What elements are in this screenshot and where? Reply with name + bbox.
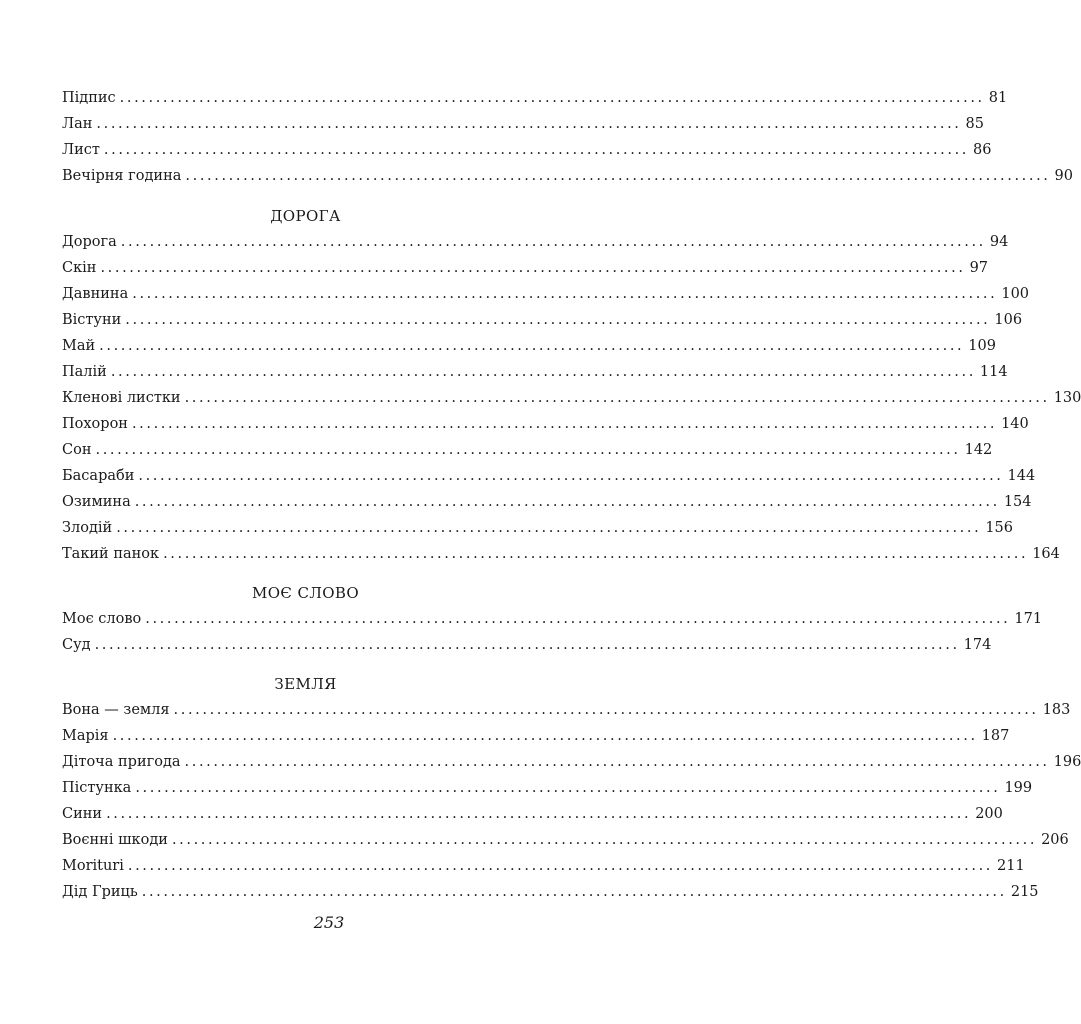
toc-section-zemlia [62,671,1081,905]
toc-entry [62,85,1008,111]
dot-leader: ........................................................................................................................ [184,754,1050,770]
toc-entry [62,775,1033,801]
toc-entry-title: Озимина [62,494,131,510]
dot-leader: ........................................................................................................................ [134,494,1000,510]
toc-entry [62,437,993,463]
toc-section-doroha [62,203,1081,567]
dot-leader: ........................................................................................................................ [185,168,1051,184]
toc-entry-page: 142 [964,442,993,458]
toc-entry-page: 140 [1001,416,1029,432]
toc-entry-title: Дорога [62,234,117,250]
toc-entry [62,723,1010,749]
dot-leader: ........................................................................................................................ [103,142,970,158]
dot-leader: ........................................................................................................................ [96,116,962,132]
toc-entry-page: 171 [1014,611,1043,627]
toc-entry [62,749,1081,775]
toc-entry-title: Моє слово [62,611,142,627]
dot-leader: ........................................................................................................................ [138,468,1004,484]
toc-entry-title: Похорон [62,416,128,432]
toc-entry-title: Вістуни [62,312,122,328]
toc-entry-title: Сон [62,442,92,458]
toc-entry [62,879,1039,905]
dot-leader: ........................................................................................................................ [135,780,1001,796]
toc-entry [62,163,1073,189]
toc-entry-page: 100 [1001,286,1030,302]
toc-section-moie-slovo [62,580,1043,658]
toc-entry-page: 206 [1041,832,1069,848]
toc-entry-title: Скін [62,260,97,276]
toc-entry-title: Дід Гриць [62,884,138,900]
toc-entry [62,307,1023,333]
section-heading: МОЄ СЛОВО [251,584,360,602]
toc-entry [62,632,992,658]
toc-entry-page: 174 [963,637,992,653]
toc-entry [62,463,1036,489]
dot-leader: ........................................................................................................................ [120,234,986,250]
dot-leader: ........................................................................................................................ [100,260,966,276]
toc-entry [62,229,1009,255]
dot-leader: ........................................................................................................................ [127,858,993,874]
toc-entry-page: 211 [997,858,1025,874]
toc-entry-page: 109 [968,338,996,354]
toc-entry [62,137,992,163]
toc-entry-page: 90 [1054,168,1073,184]
toc-entry-page: 106 [994,312,1023,328]
toc-entry-title: Підпис [62,90,116,106]
table-of-contents [62,85,1081,905]
dot-leader: ........................................................................................................................ [125,312,991,328]
toc-entry [62,541,1060,567]
toc-entry-page: 94 [989,234,1009,250]
dot-leader: ........................................................................................................................ [106,806,972,822]
toc-entry [62,606,1043,632]
toc-entry [62,489,1032,515]
toc-entry-page: 86 [973,142,992,158]
dot-leader: ........................................................................................................................ [119,90,985,106]
toc-entry [62,255,989,281]
toc-entry-title: Кленові листки [62,390,181,406]
section-heading: ДОРОГА [270,207,341,225]
toc-entry-title: Пістунка [62,780,132,796]
toc-entry [62,333,996,359]
toc-entry-page: 200 [975,806,1003,822]
toc-entry-title: Басараби [62,468,135,484]
dot-leader: ........................................................................................................................ [95,442,961,458]
toc-entry-page: 114 [979,364,1008,380]
section-heading: ЗЕМЛЯ [274,675,337,693]
dot-leader: ........................................................................................................................ [99,338,965,354]
dot-leader: ........................................................................................................................ [163,546,1029,562]
toc-entry-title: Палій [62,364,107,380]
dot-leader: ........................................................................................................................ [131,416,998,432]
dot-leader: ........................................................................................................................ [110,364,976,380]
toc-entry [62,697,1071,723]
toc-entry [62,359,1008,385]
toc-entry [62,827,1069,853]
toc-entry-page: 164 [1032,546,1060,562]
toc-entry [62,801,1003,827]
toc-entry-page: 196 [1053,754,1081,770]
toc-entry [62,281,1030,307]
page-number: 253 [313,913,345,932]
toc-entry-page: 154 [1003,494,1032,510]
toc-entry [62,111,984,137]
toc-entry-page: 85 [965,116,984,132]
toc-entry-page: 199 [1004,780,1033,796]
dot-leader: ........................................................................................................................ [171,832,1038,848]
toc-entry-title: Вона — земля [62,702,170,718]
toc-entry-title: Вечірня година [62,168,182,184]
dot-leader: ........................................................................................................................ [173,702,1039,718]
dot-leader: ........................................................................................................................ [132,286,998,302]
dot-leader: ........................................................................................................................ [184,390,1050,406]
toc-entry-page: 144 [1007,468,1036,484]
toc-entry-title: Сини [62,806,103,822]
toc-entry [62,385,1081,411]
toc-entry-page: 215 [1010,884,1039,900]
dot-leader: ........................................................................................................................ [145,611,1011,627]
dot-leader: ........................................................................................................................ [94,637,960,653]
toc-entry-title: Moriturі [62,858,124,874]
toc-entry [62,515,1014,541]
toc-entry-page: 81 [988,90,1008,106]
dot-leader: ........................................................................................................................ [112,728,978,744]
toc-group-intro [62,85,1073,189]
toc-entry-page: 130 [1053,390,1081,406]
dot-leader: ........................................................................................................................ [116,520,982,536]
toc-entry-title: Лан [62,116,93,132]
dot-leader: ........................................................................................................................ [141,884,1007,900]
toc-entry-title: Суд [62,637,91,653]
toc-entry [62,411,1029,437]
toc-entry-title: Лист [62,142,100,158]
toc-entry-title: Такий панок [62,546,160,562]
toc-entry-title: Злодій [62,520,113,536]
toc-entry-title: Марія [62,728,109,744]
toc-entry-page: 156 [985,520,1014,536]
toc-entry-page: 97 [969,260,989,276]
toc-entry-title: Діточа пригода [62,754,181,770]
toc-entry-title: Воєнні шкоди [62,832,168,848]
toc-entry-title: Давнина [62,286,129,302]
toc-entry-page: 183 [1042,702,1071,718]
toc-entry-page: 187 [981,728,1010,744]
toc-entry [62,853,1025,879]
toc-entry-title: Май [62,338,96,354]
